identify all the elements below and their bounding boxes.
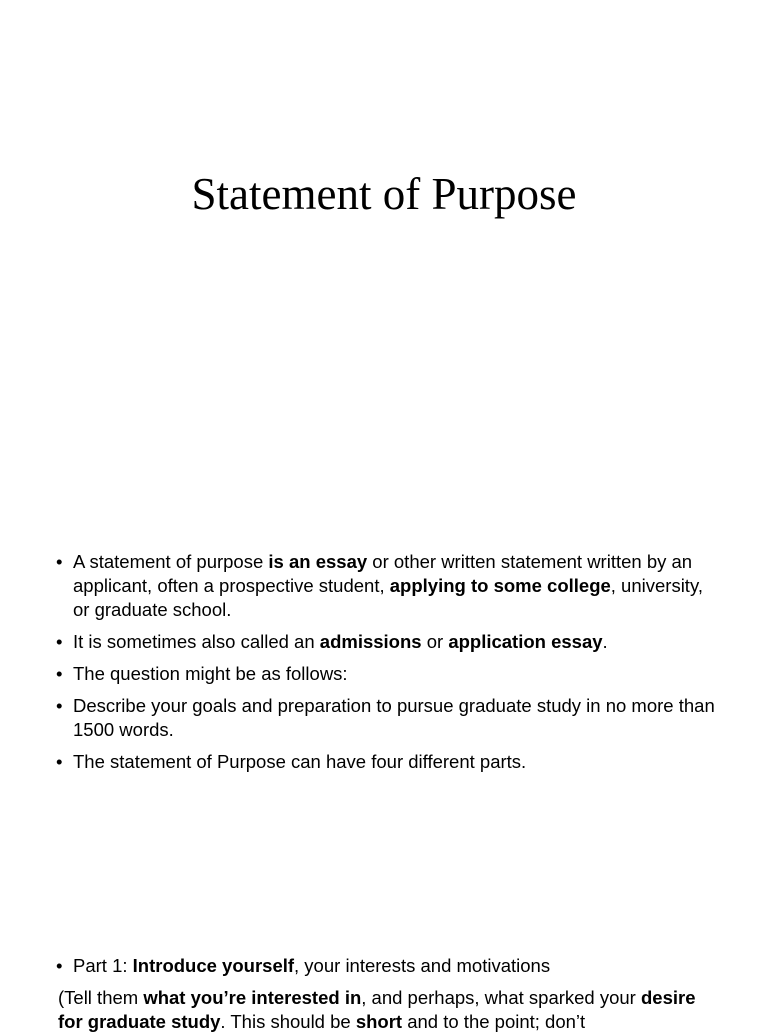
list-item-text bbox=[73, 631, 608, 652]
bold-text: desire for graduate study bbox=[58, 987, 696, 1032]
text-run: The statement of Purpose can have four different parts. bbox=[73, 751, 527, 772]
bullet-icon: • bbox=[56, 551, 63, 572]
text-run: A statement of purpose bbox=[73, 551, 269, 572]
part-1-text bbox=[73, 955, 550, 976]
bullet-icon: • bbox=[56, 631, 63, 652]
text-run: The question might be as follows: bbox=[73, 663, 348, 684]
bold-text: applying to some college bbox=[389, 575, 611, 596]
text-run: , and perhaps, what sparked your bbox=[361, 987, 641, 1008]
text-run: and to the point; don’t bbox=[402, 1011, 586, 1032]
bold-text: application essay bbox=[448, 631, 603, 652]
bold-text: what you’re interested in bbox=[143, 987, 362, 1008]
bullet-list bbox=[56, 550, 716, 782]
text-run: . bbox=[602, 631, 608, 652]
text-run: Describe your goals and preparation to pursue graduate study in no more than 1500 words. bbox=[73, 695, 715, 740]
content-slide bbox=[0, 520, 768, 940]
bullet-icon: • bbox=[56, 695, 63, 716]
text-run: or other written statement written by an applicant, often a prospective student, bbox=[73, 551, 693, 596]
bold-text: Introduce yourself bbox=[132, 955, 295, 976]
text-run: It is sometimes also called an bbox=[73, 631, 320, 652]
bold-text: admissions bbox=[319, 631, 422, 652]
list-item bbox=[56, 630, 716, 654]
text-run: or bbox=[421, 631, 449, 652]
list-item-text bbox=[73, 551, 703, 620]
list-item bbox=[56, 550, 716, 622]
bullet-icon: • bbox=[56, 751, 63, 772]
list-item bbox=[56, 954, 716, 978]
part-bullet-list bbox=[56, 954, 716, 986]
text-run: Part 1: bbox=[73, 955, 133, 976]
text-run: , your interests and motivations bbox=[294, 955, 551, 976]
list-item-text bbox=[73, 663, 348, 684]
list-item-text bbox=[73, 695, 715, 740]
part-1-description bbox=[58, 986, 718, 1034]
text-run: . This should be bbox=[220, 1011, 356, 1032]
bold-text: is an essay bbox=[268, 551, 368, 572]
text-run: (Tell them bbox=[58, 987, 144, 1008]
list-item bbox=[56, 750, 716, 774]
text-run: , university, or graduate school. bbox=[73, 575, 703, 620]
list-item bbox=[56, 694, 716, 742]
slide-title: Statement of Purpose bbox=[191, 169, 577, 219]
bullet-icon: • bbox=[56, 663, 63, 684]
bold-text: short bbox=[355, 1011, 403, 1032]
list-item bbox=[56, 662, 716, 686]
list-item-text bbox=[73, 751, 526, 772]
part-slide bbox=[0, 940, 768, 1032]
bullet-icon: • bbox=[56, 955, 63, 976]
